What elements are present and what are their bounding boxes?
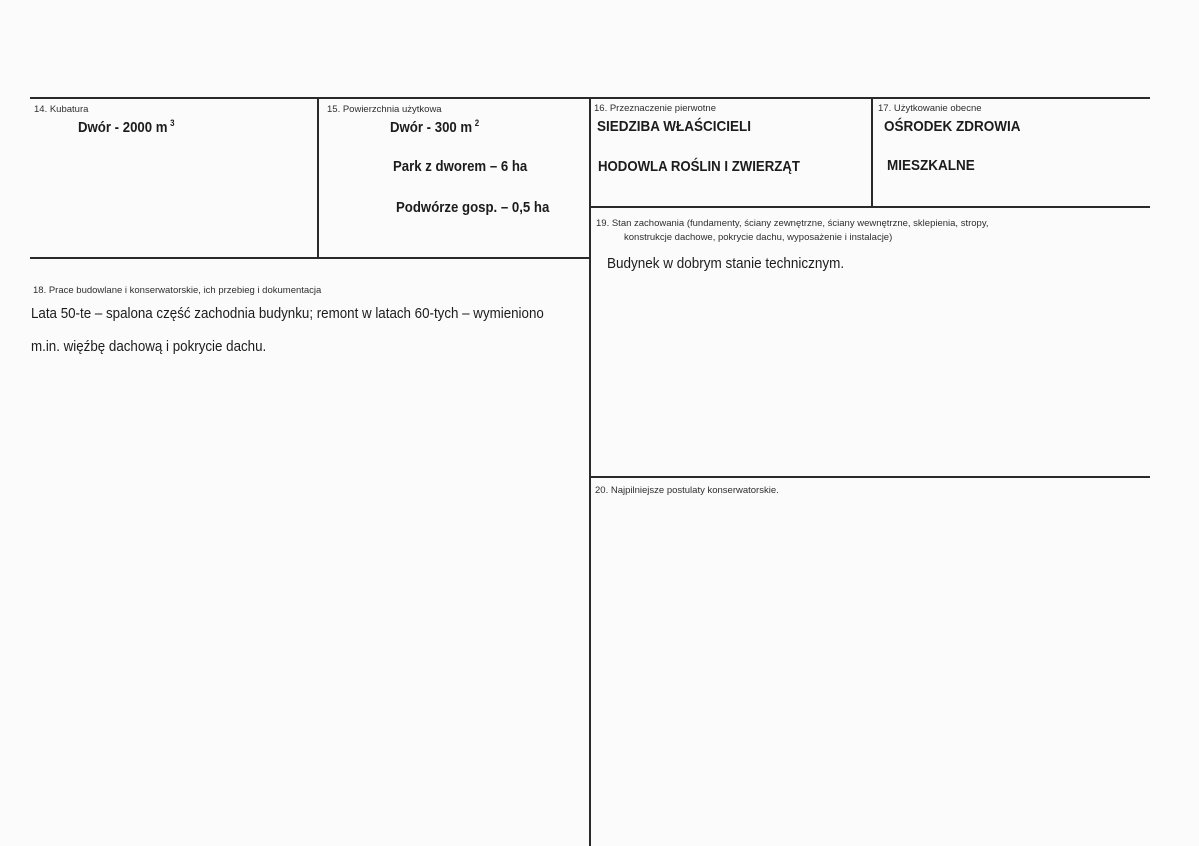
field-17-label: 17. Użytkowanie obecne (878, 103, 982, 114)
field-14-value (78, 119, 175, 137)
field-19-label-line-1: 19. Stan zachowania (fundamenty, ściany zewnętrzne, ściany wewnętrzne, sklepienia, stropy, (596, 218, 989, 229)
col-divider-14-15 (317, 97, 319, 258)
field-15-value-text: Dwór - 300 m (390, 119, 473, 136)
col-divider-16-17 (871, 97, 873, 208)
rule-right-lower (591, 476, 1150, 478)
field-14-value-unit-exp: 3 (170, 118, 175, 128)
field-19-label-line-2: konstrukcje dachowe, pokrycie dachu, wyposażenie i instalacje) (624, 232, 893, 243)
field-16-label: 16. Przeznaczenie pierwotne (594, 103, 716, 114)
field-18-line-2: m.in. więźbę dachową i pokrycie dachu. (31, 338, 267, 355)
field-15-label: 15. Powierzchnia użytkowa (327, 104, 442, 115)
col-divider-main (589, 97, 591, 846)
rule-left-bottom (30, 257, 591, 259)
field-18-label: 18. Prace budowlane i konserwatorskie, ich przebieg i dokumentacja (33, 285, 322, 296)
field-17-line-1: OŚRODEK ZDROWIA (884, 118, 1021, 135)
field-15-park: Park z dworem – 6 ha (393, 158, 528, 175)
field-15-farmyard: Podwórze gosp. – 0,5 ha (396, 199, 550, 216)
field-14-label: 14. Kubatura (34, 104, 89, 115)
field-14-value-text: Dwór - 2000 m (78, 119, 168, 136)
field-19-value: Budynek w dobrym stanie technicznym. (607, 255, 845, 272)
field-18-line-1: Lata 50-te – spalona część zachodnia budynku; remont w latach 60-tych – wymieniono (31, 305, 544, 322)
field-15-value-unit-exp: 2 (474, 118, 480, 128)
field-16-line-2: HODOWLA ROŚLIN I ZWIERZĄT (598, 158, 800, 175)
field-16-line-1: SIEDZIBA WŁAŚCICIELI (597, 118, 751, 135)
field-15-value (390, 119, 479, 137)
field-20-label: 20. Najpilniejsze postulaty konserwatorskie. (595, 485, 779, 496)
field-17-line-2: MIESZKALNE (887, 157, 975, 174)
